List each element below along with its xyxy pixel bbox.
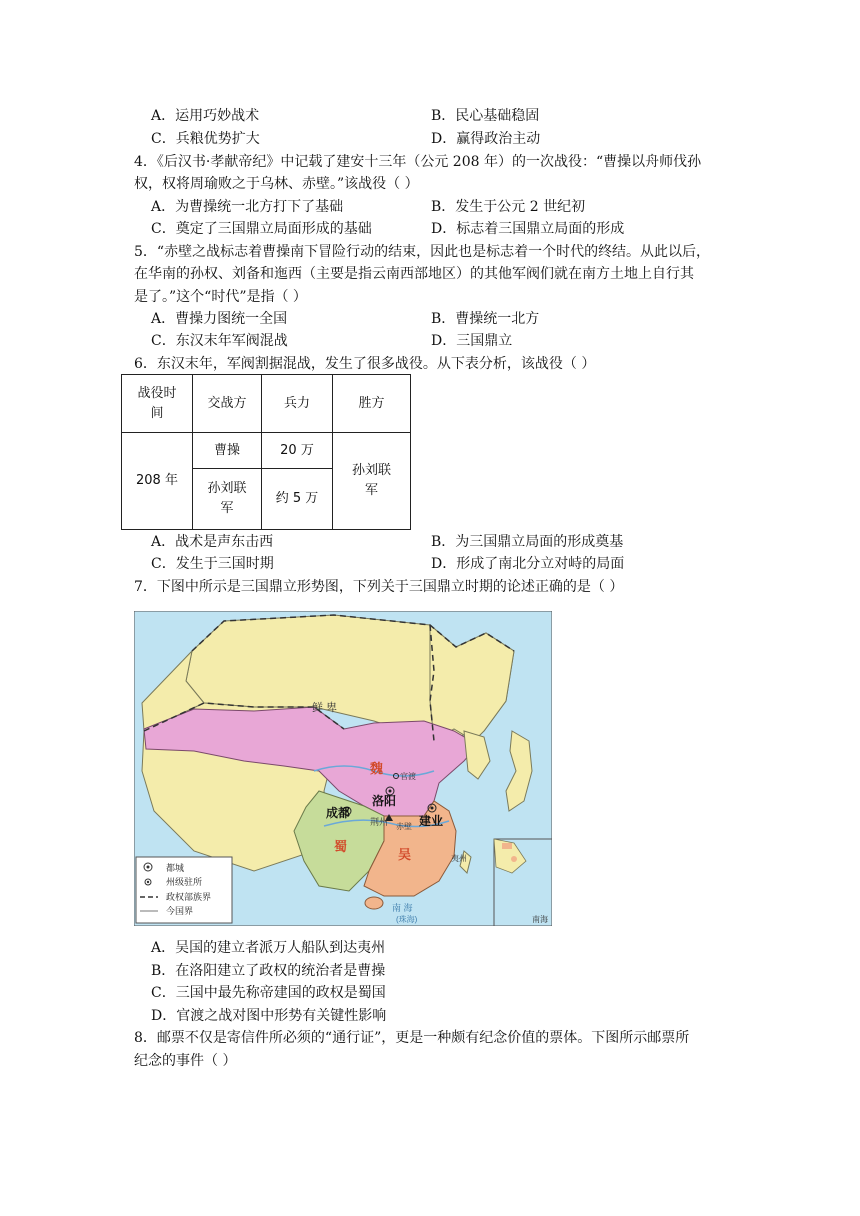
header-force: 兵力 <box>262 375 333 433</box>
q5-option-a: A．曹操力图统一全国 <box>151 311 288 327</box>
q7-option-c: C．三国中最先称帝建国的政权是蜀国 <box>151 985 386 1001</box>
q5-option-c: C．东汉末年军阀混战 <box>151 333 288 349</box>
header-side: 交战方 <box>193 375 262 433</box>
label-inset-nanhai: 南海 <box>532 915 548 924</box>
q7-option-a: A．吴国的建立者派万人船队到达夷州 <box>151 940 386 956</box>
q4-option-d: D．标志着三国鼎立局面的形成 <box>431 221 625 237</box>
q7-option-d: D．官渡之战对图中形势有关键性影响 <box>151 1008 387 1024</box>
battle-table <box>121 374 411 530</box>
legend-capital: 都城 <box>166 863 185 873</box>
q6-option-c: C．发生于三国时期 <box>151 556 274 572</box>
label-nanhai: 南 海 <box>392 903 413 913</box>
q6-option-a: A．战术是声东击西 <box>151 534 274 550</box>
q7-option-b: B．在洛阳建立了政权的统治者是曹操 <box>151 963 386 979</box>
cell-side-sunliu: 孙刘联军 <box>193 469 262 530</box>
label-jingzhou: 荆州 <box>370 817 389 827</box>
label-chengdu: 成都 <box>326 806 351 820</box>
q6-option-d: D．形成了南北分立对峙的局面 <box>431 556 625 572</box>
q5-stem-line2: 在华南的孙权、刘备和迤西（主要是指云南西部地区）的其他军阀们就在南方土地上自行其 <box>134 266 694 282</box>
cell-force-sunliu: 约 5 万 <box>262 469 333 530</box>
label-jianye: 建业 <box>419 814 444 828</box>
legend-modern: 今国界 <box>166 906 194 916</box>
cell-force-caocao: 20 万 <box>262 433 333 469</box>
q4-stem-line1: 4．《后汉书·孝献帝纪》中记载了建安十三年（公元 208 年）的一次战役：“曹操以舟师伐孙 <box>134 154 702 170</box>
q5-option-d: D．三国鼎立 <box>431 333 513 349</box>
label-wei: 魏 <box>370 761 384 776</box>
q3-option-a: A．运用巧妙战术 <box>151 108 260 124</box>
q8-stem-line2: 纪念的事件（ ） <box>134 1053 237 1069</box>
q3-option-d: D．赢得政治主动 <box>431 131 541 147</box>
header-winner: 胜方 <box>333 375 411 433</box>
label-chibi: 赤壁 <box>396 822 412 831</box>
q3-option-c: C．兵粮优势扩大 <box>151 131 260 147</box>
legend-border: 政权部族界 <box>166 892 212 902</box>
q4-option-a: A．为曹操统一北方打下了基础 <box>151 199 344 215</box>
q3-option-b: B．民心基础稳固 <box>431 108 540 124</box>
label-luoyang: 洛阳 <box>372 794 397 808</box>
label-nanhai-sub: (珠海) <box>396 915 418 924</box>
q7-stem: 7．下图中所示是三国鼎立形势图，下列关于三国鼎立时期的论述正确的是（ ） <box>134 579 624 595</box>
q6-stem: 6．东汉末年，军阀割据混战，发生了很多战役。从下表分析，该战役（ ） <box>134 356 596 372</box>
q8-stem-line1: 8．邮票不仅是寄信件所必须的“通行证”，更是一种颇有纪念价值的票体。下图所示邮票所 <box>134 1030 690 1046</box>
q5-stem-line1: 5．“赤壁之战标志着曹操南下冒险行动的结束，因此也是标志着一个时代的终结。从此以后， <box>134 244 711 260</box>
cell-winner: 孙刘联军 <box>333 433 411 530</box>
three-kingdoms-map <box>134 611 552 926</box>
label-wu: 吴 <box>398 847 412 862</box>
label-shu: 蜀 <box>334 839 348 854</box>
label-xianbei: 鲜 卑 <box>312 702 338 714</box>
label-yizhou: 夷州 <box>451 854 467 863</box>
cell-side-caocao: 曹操 <box>193 433 262 469</box>
legend-prefecture: 州级驻所 <box>166 877 203 887</box>
q4-stem-line2: 权，权将周瑜败之于乌林、赤壁。”该战役（ ） <box>134 176 419 192</box>
label-guandu: 官渡 <box>400 772 416 781</box>
q4-option-b: B．发生于公元 2 世纪初 <box>431 199 586 215</box>
cell-year: 208 年 <box>122 433 193 530</box>
q6-option-b: B．为三国鼎立局面的形成奠基 <box>431 534 624 550</box>
header-battle-time: 战役时间 <box>122 375 193 433</box>
q5-stem-line3: 是了。”这个“时代”是指（ ） <box>134 289 307 305</box>
q4-option-c: C．奠定了三国鼎立局面形成的基础 <box>151 221 372 237</box>
q5-option-b: B．曹操统一北方 <box>431 311 540 327</box>
